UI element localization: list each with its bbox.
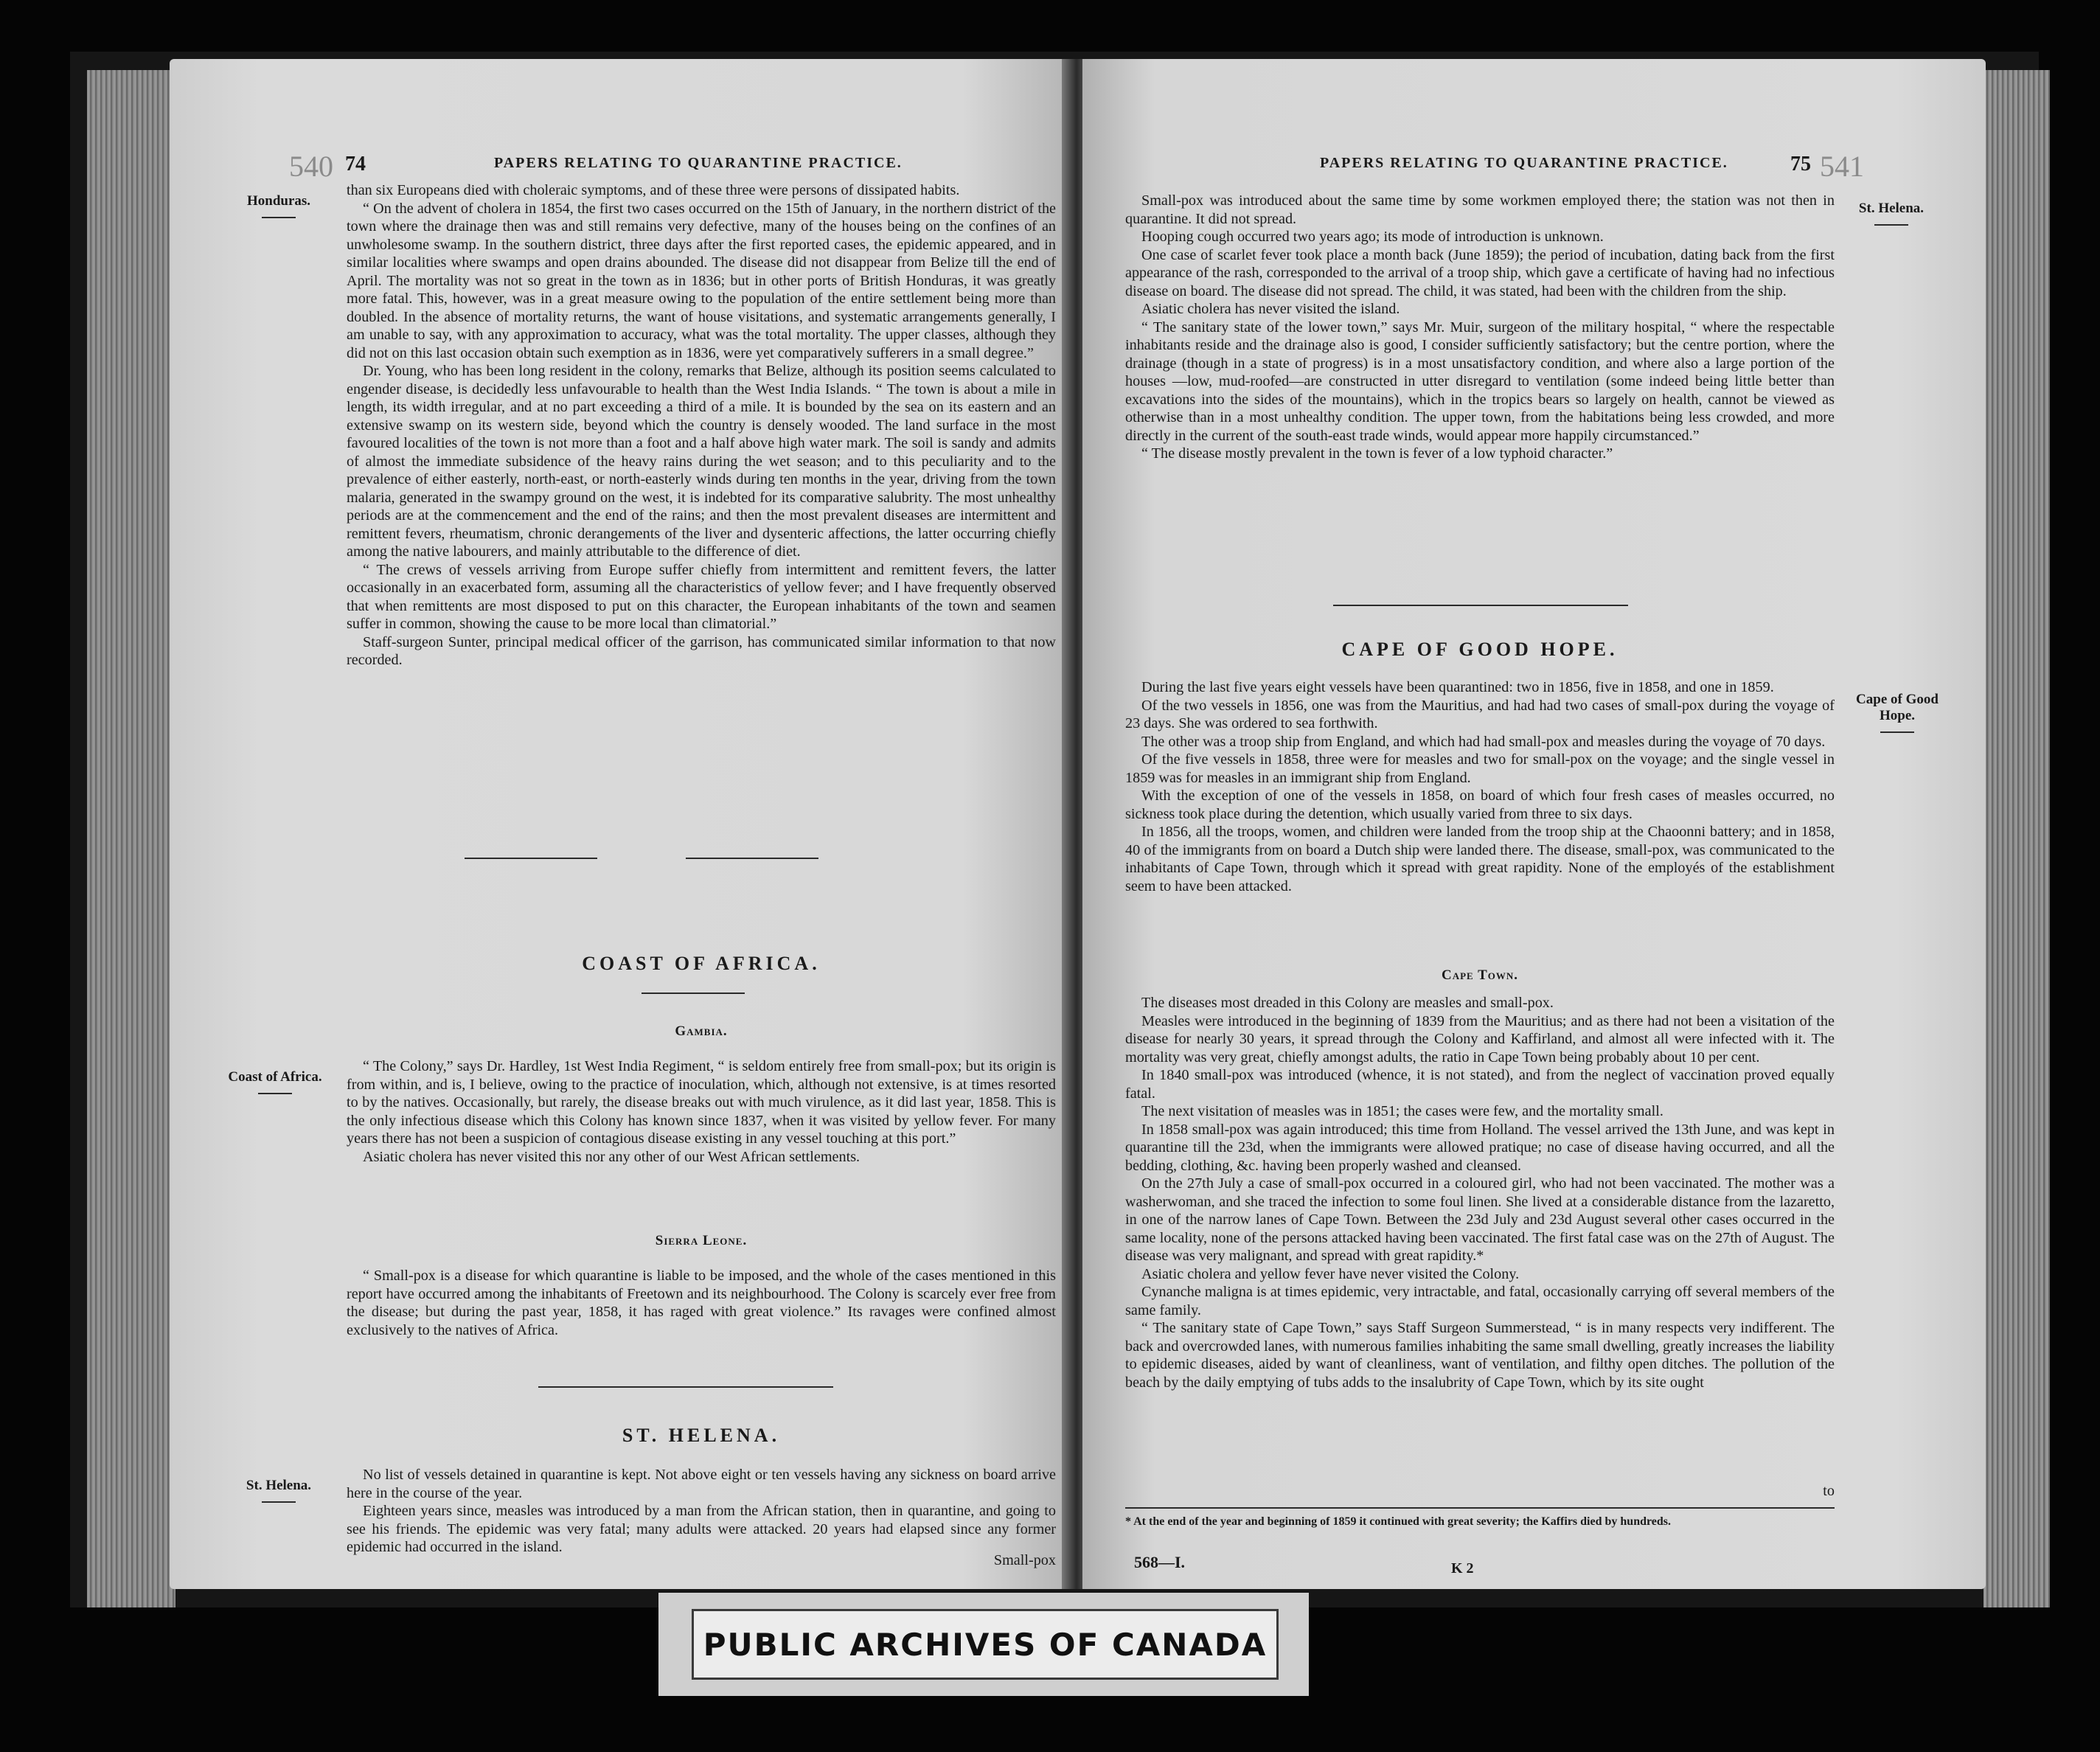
paragraph: Cynanche maligna is at times epidemic, very intractable, and fatal, occasionally carrying off several members of the same family. (1125, 1284, 1835, 1318)
paragraph: On the 27th July a case of small-pox occurred in a coloured girl, who had not been vaccinated. The mother was a washerwoman, and she traced the infection to some foul linen. She lived at a considerable distance from the lazaretto, in one of the narrow lanes of Cape Town. Between the 23d July and 23d August several other cases occurred in the same locality, none of the persons attacked having been vaccinated. The first fatal case was on the 27th of August. The disease was very malignant, and spread with great rapidity.* (1125, 1175, 1835, 1264)
paragraph: Of the five vessels in 1858, three were for measles and two for small-pox on the voyage; and the single vessel in 1859 was for measles in an immigrant ship from England. (1125, 751, 1835, 786)
paragraph: “ The sanitary state of Cape Town,” says Staff Surgeon Summerstead, “ is in many respects very indifferent. The back and overcrowded lanes, with numerous families inhabiting the same small dwelling, greatly increases the liability to epidemic diseases, aided by want of cleanliness, want of ventilation, and filthy open ditches. The pollution of the beach by the daily emptying of tubs adds to the insalubrity of Cape Town, which by its site ought (1125, 1320, 1835, 1391)
paragraph: Hooping cough occurred two years ago; its mode of introduction is unknown. (1141, 229, 1604, 245)
archive-folio-stamp-right: 541 (1820, 150, 1864, 183)
catchword-right: to (1823, 1483, 1835, 1499)
page-number-left: 74 (345, 153, 366, 175)
section-rule (1333, 605, 1628, 606)
paragraph: “ On the advent of cholera in 1854, the first two cases occurred on the 15th of January, in the northern district of the town where the drainage then was and still remains very defective, many of the houses being on the confines of an unwholesome swamp. In the southern district, three days after the first reported cases, the epidemic appeared, and in similar localities where swamps and open drains abounded. The disease did not disappear from Belize till the end of April. The mortality was not so great in the town as in 1836; but in other ports of British Honduras, it was greatly more fatal. This, however, was in a great measure owing to the population of the entire settlement being more than doubled. In the absence of mortality returns, the want of house visitations, and systematic arrangements generally, I am unable to say, with any approximation to accuracy, what was the total mortality. The upper classes, although they did not on this last occasion obtain such exemption as in 1836, were yet comparatively sufferers in a small degree.” (347, 200, 1056, 361)
paragraph: The diseases most dreaded in this Colony are measles and small-pox. (1141, 995, 1554, 1011)
paragraph: “ The disease mostly prevalent in the town is fever of a low typhoid character.” (1141, 445, 1613, 462)
gambia-section (347, 1057, 1056, 1166)
catchword-left: Small-pox (993, 1552, 1056, 1568)
paragraph: “ Small-pox is a disease for which quarantine is liable to be imposed, and the whole of the cases mentioned in this report have occurred among the inhabitants of Freetown and its neighbourhood. The Colony is scarcely ever free from the disease; but during the past year, 1858, it has raged with great violence.” Its ravages were confined almost exclusively to the natives of Africa. (347, 1268, 1056, 1338)
margin-note-coast-of-africa: Coast of Africa. (220, 1069, 330, 1094)
paragraph: No list of vessels detained in quarantine is kept. Not above eight or ten vessels having any sickness on board arrive here in the course of the year. (347, 1467, 1056, 1501)
running-header-right: PAPERS RELATING TO QUARANTINE PRACTICE. (1320, 155, 1728, 171)
sierra-leone-section (347, 1267, 1056, 1339)
section-rule (465, 858, 597, 859)
paragraph: Measles were introduced in the beginning of 1839 from the Mauritius; and as there had not been a visitation of the disease for nearly 30 years, it spread through the Colony and Kaffirland, and almost all were infected with it. The mortality was very great, chiefly amongst adults, the ratio in Cape Town being probably about 10 per cent. (1125, 1012, 1835, 1066)
heading-rule (642, 993, 745, 994)
signature-mark: 568—I. (1134, 1553, 1186, 1571)
subheading-sierra-leone: Sierra Leone. (655, 1233, 748, 1248)
paragraph: During the last five years eight vessels have been quarantined: two in 1856, five in 1858, and one in 1859. (1141, 679, 1774, 695)
paragraph: Asiatic cholera has never visited the island. (1141, 301, 1400, 317)
paragraph: In 1840 small-pox was introduced (whence, it is not stated), and from the neglect of vaccination proved equally fatal. (1125, 1067, 1835, 1102)
archive-label: PUBLIC ARCHIVES OF CANADA (692, 1609, 1279, 1680)
page-number-right: 75 (1790, 153, 1811, 175)
cape-of-good-hope-section (1125, 678, 1835, 895)
paragraph: In 1858 small-pox was again introduced; this time from Holland. The vessel arrived the 13th June, and was kept in quarantine till the 23d, when the immigrants were allowed pratique; no case of disease having occurred, and all the bedding, clothing, &c. having been properly washed and cleansed. (1125, 1121, 1835, 1174)
paragraph: Asiatic cholera has never visited this nor any other of our West African settlements. (363, 1148, 860, 1165)
archive-folio-stamp-left: 540 (289, 150, 333, 183)
paragraph: Small-pox was introduced about the same time by some workmen employed there; the station was not then in quarantine. It did not spread. (1125, 192, 1835, 227)
subheading-cape-town: Cape Town. (1441, 967, 1519, 983)
section-rule (538, 1386, 833, 1388)
section-rule (686, 858, 818, 859)
paragraph: With the exception of one of the vessels in 1858, on board of which four fresh cases of measles occurred, no sickness took place during the detention, which usually varied from three to six days. (1125, 788, 1835, 822)
paragraph: Eighteen years since, measles was introduced by a man from the African station, then in quarantine, and going to see his friends. The epidemic was very fatal; many adults were attacked. 20 years had elapsed since any former epidemic had occurred in the island. (347, 1503, 1056, 1555)
heading-coast-of-africa: COAST OF AFRICA. (582, 953, 821, 974)
paragraph: The other was a troop ship from England, and which had had small-pox and measles during the voyage of 70 days. (1141, 733, 1826, 750)
paragraph: Dr. Young, who has been long resident in the colony, remarks that Belize, although its position seems calculated to engender disease, is decidedly less unfavourable to health than the West India Islands. “ The town is about a mile in length, its width irregular, and at no part exceeding a third of a mile. It is bounded by the sea on its eastern and an extensive swamp on its western side, beyond which the country is densely wooded. The land surface in the most favoured localities of the town is not more than a foot and a half above high water mark. The soil is sandy and admits of almost the immediate subsidence of the heavy rains during the wet season; and to this peculiarity and to the prevalence of either easterly, north-east, or north-easterly winds during ten months in the year, driving from the town malaria, generated in the swampy ground on the west, it is indebted for its comparative salubrity. The most unhealthy periods are at the commencement and the end of the rains; and then the most prevalent diseases are intermittent and remittent fevers, rheumatism, chronic derangements of the liver and dysenteric affections, the latter occurring chiefly among the native labourers, and mainly attributable to the difference of diet. (347, 363, 1056, 560)
cape-town-section (1125, 994, 1835, 1391)
heading-cape-of-good-hope: CAPE OF GOOD HOPE. (1341, 639, 1619, 660)
heading-st-helena: ST. HELENA. (622, 1425, 781, 1446)
paragraph: “ The crews of vessels arriving from Europe suffer chiefly from intermittent and remittent fevers, the latter occasionally in an exacerbated form, assuming all the characteristics of yellow fever; and I have frequently observed that when remittents are most disposed to put on this character, the European inhabitants of the town and seamen suffer in common, showing the cause to be more local than climatorial.” (347, 561, 1056, 632)
footnote: * At the end of the year and beginning of 1859 it continued with great severity; the Kaffirs died by hundreds. (1125, 1515, 1672, 1528)
margin-note-st-helena-right: St. Helena. (1843, 201, 1939, 226)
paragraph: In 1856, all the troops, women, and children were landed from the troop ship at the Chaoonni battery; and in 1858, 40 of the immigrants from on board a Dutch ship were landed there. The disease, small-pox, was communicated to the inhabitants of Cape Town, through which it spread with great rapidity. None of the employés of the establishment seem to have been attacked. (1125, 824, 1835, 894)
paragraph: One case of scarlet fever took place a month back (June 1859); the period of incubation, dating back from the first appearance of the rash, corresponded to the arrival of a troop ship, which gave a certificate of having had no infectious disease on board. The disease did not spread. The child, it was stated, had been with the children from the ship. (1125, 246, 1835, 299)
paragraph: Asiatic cholera and yellow fever have never visited the Colony. (1141, 1265, 1520, 1282)
margin-note-st-helena: St. Helena. (234, 1478, 323, 1503)
archive-label-card (658, 1593, 1309, 1696)
paragraph: Of the two vessels in 1856, one was from the Mauritius, and had had two cases of small-pox during the voyage of 23 days. She was ordered to sea forthwith. (1125, 697, 1835, 731)
st-helena-continued-section (1125, 192, 1835, 463)
honduras-section (347, 181, 1056, 670)
running-header-left: PAPERS RELATING TO QUARANTINE PRACTICE. (494, 155, 903, 171)
gathering-mark: K 2 (1451, 1560, 1474, 1577)
left-page (170, 59, 1071, 1589)
paragraph: Staff-surgeon Sunter, principal medical officer of the garrison, has communicated similar information to that now recorded. (347, 633, 1056, 668)
paragraph: “ The sanitary state of the lower town,” says Mr. Muir, surgeon of the military hospital, “ where the respectable inhabitants reside and the drainage also is good, I consider sufficiently satisfactory; but the centre portion, where the drainage (though in a state of progress) is in a most unsatisfactory condition, and where also a large portion of the houses —low, mud-roofed—are constructed in utter disregard to ventilation (some indeed being little better than excavations into the sides of the mountains), which in the tropics bears so largely on health, cannot be viewed as otherwise than in a most unhealthy condition. The upper town, from the habitations being less crowded, and more directly in the current of the south-east trade winds, would appear more happily circumstanced.” (1125, 319, 1835, 444)
subheading-gambia: Gambia. (675, 1023, 728, 1039)
paragraph: than six Europeans died with choleraic symptoms, and of these three were persons of dissipated habits. (347, 182, 960, 198)
footnote-rule (1125, 1507, 1835, 1509)
paragraph: “ The Colony,” says Dr. Hardley, 1st West India Regiment, “ is seldom entirely free from small-pox; but its origin is from within, and is, I believe, owing to the practice of inoculation, which, although not extensive, is at times resorted to by the natives. Occasionally, but rarely, the disease breaks out with much virulence, as it did last year, 1858. This is the only infectious disease which this Colony has known since 1837, when it was visited by yellow fever. For many years there has not been a suspicion of contagious disease existing in any vessel touching at this port.” (347, 1058, 1056, 1147)
paragraph: The next visitation of measles was in 1851; the cases were few, and the mortality small. (1141, 1103, 1663, 1119)
margin-note-honduras: Honduras. (234, 193, 323, 218)
right-page-edges (1983, 70, 2050, 1607)
st-helena-section (347, 1466, 1056, 1557)
left-page-edges (87, 70, 175, 1607)
right-page (1082, 59, 1986, 1589)
margin-note-cape-of-good-hope: Cape of Good Hope. (1849, 692, 1945, 733)
